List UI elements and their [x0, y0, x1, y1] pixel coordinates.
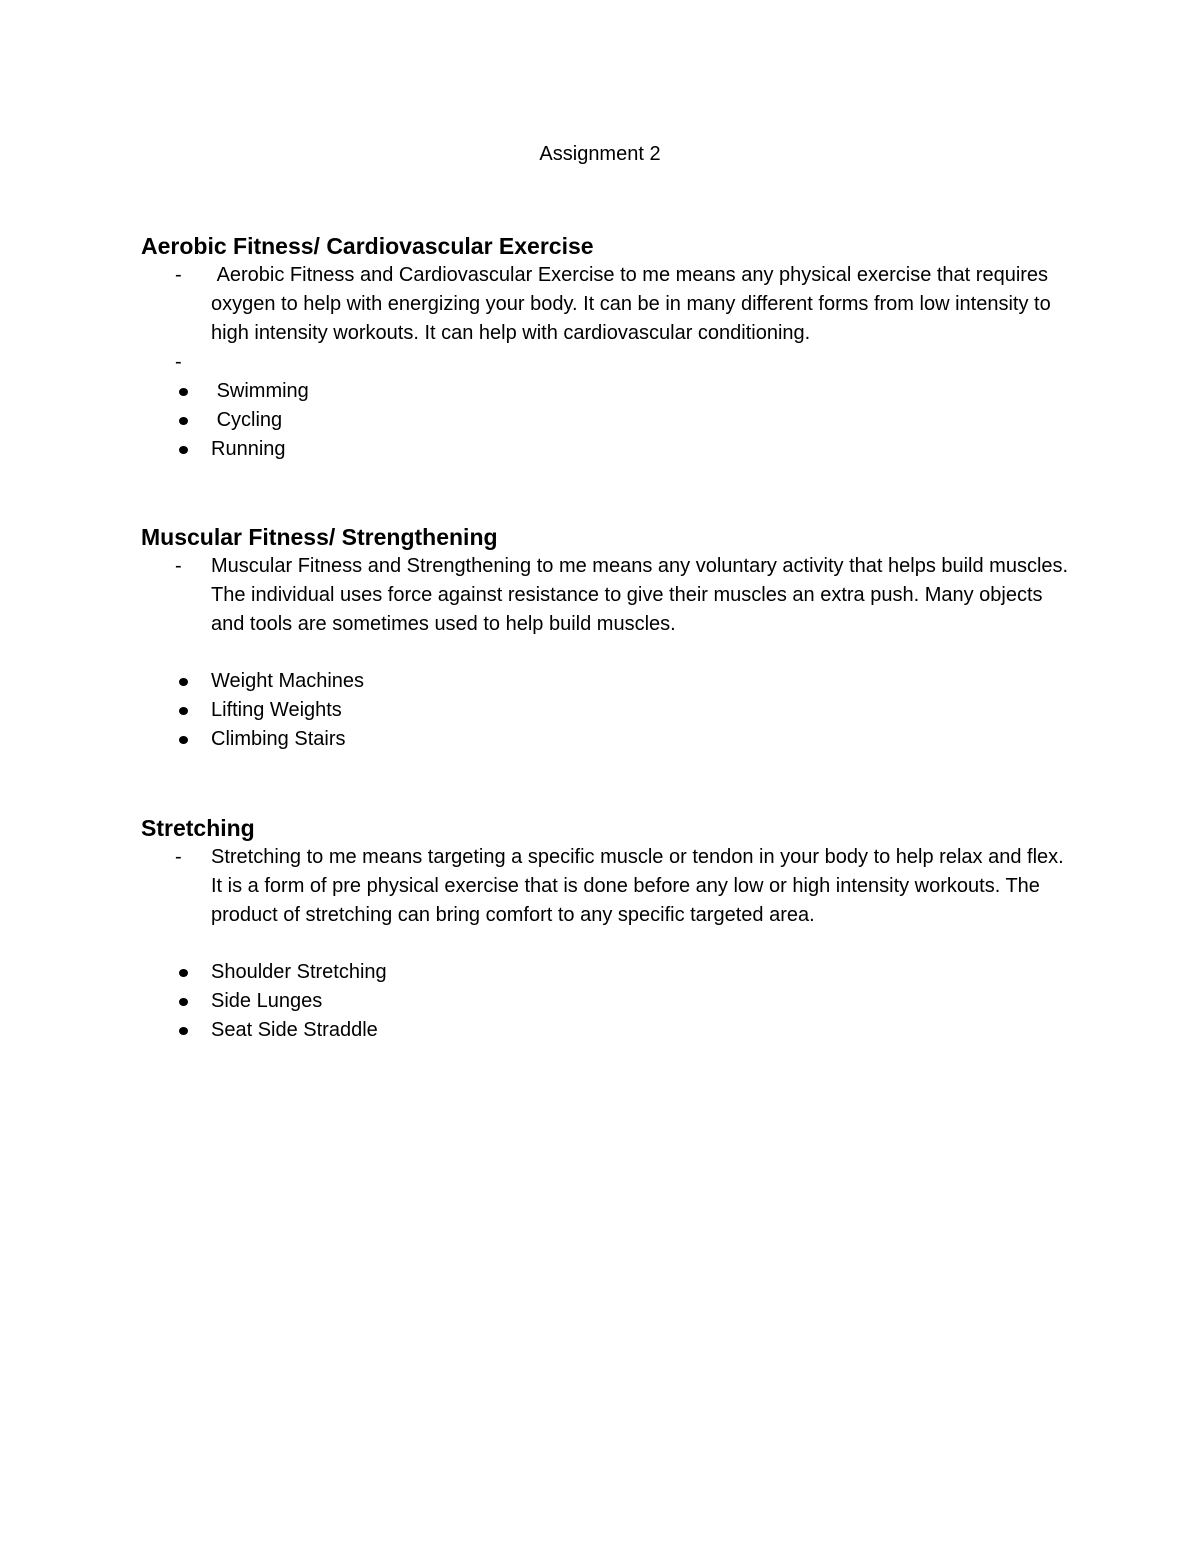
example-text: Shoulder Stretching — [211, 961, 387, 983]
description-text: Aerobic Fitness and Cardiovascular Exercise to me means any physical exercise that requires oxygen to help with energizing your body. It can be in many different forms from low intensity to high intensity workouts. It can help with cardiovascular conditioning. — [211, 264, 1057, 344]
example-item — [141, 667, 1071, 696]
example-text: Climbing Stairs — [211, 728, 346, 750]
example-item — [141, 725, 1071, 754]
example-item — [141, 435, 1071, 464]
dash-marker: - — [175, 264, 182, 286]
bullet-icon — [179, 998, 188, 1006]
example-text: Lifting Weights — [211, 699, 342, 721]
example-item — [141, 987, 1071, 1016]
blank-line — [141, 639, 1071, 667]
example-text: Weight Machines — [211, 670, 365, 692]
blank-line — [141, 930, 1071, 958]
example-text: Cycling — [211, 409, 283, 431]
description-item — [141, 552, 1074, 639]
empty-dash-item — [141, 348, 1071, 377]
example-text: Running — [211, 438, 286, 460]
example-item — [141, 958, 1071, 987]
section-heading: Stretching — [141, 815, 255, 841]
example-item — [141, 377, 1071, 406]
dash-marker: - — [175, 351, 182, 373]
section-aerobic-fitness — [141, 231, 1071, 464]
section-heading: Muscular Fitness/ Strengthening — [141, 524, 498, 550]
bullet-icon — [179, 678, 188, 686]
bullet-icon — [179, 417, 188, 425]
description-text: Muscular Fitness and Strengthening to me means any voluntary activity that helps build muscles. The individual uses force against resistance to give their muscles an extra push. Many objects and tools are sometimes used to help build muscles. — [211, 555, 1074, 635]
bullet-icon — [179, 736, 188, 744]
section-muscular-fitness — [141, 522, 1074, 754]
example-text: Swimming — [211, 380, 309, 402]
document-title: Assignment 2 — [539, 143, 661, 165]
bullet-icon — [179, 446, 188, 454]
dash-marker: - — [175, 555, 182, 577]
description-item — [141, 843, 1071, 930]
section-stretching — [141, 813, 1071, 1045]
dash-marker: - — [175, 846, 182, 868]
example-text: Seat Side Straddle — [211, 1019, 378, 1041]
section-heading: Aerobic Fitness/ Cardiovascular Exercise — [141, 233, 594, 259]
example-item — [141, 1016, 1071, 1045]
bullet-icon — [179, 1027, 188, 1035]
example-item — [141, 696, 1071, 725]
example-text: Side Lunges — [211, 990, 323, 1012]
bullet-icon — [179, 707, 188, 715]
description-item — [141, 261, 1071, 348]
example-item — [141, 406, 1071, 435]
bullet-icon — [179, 388, 188, 396]
description-text: Stretching to me means targeting a specific muscle or tendon in your body to help relax and flex. It is a form of pre physical exercise that is done before any low or high intensity workouts. The product of stretching can bring comfort to any specific targeted area. — [211, 846, 1070, 926]
bullet-icon — [179, 969, 188, 977]
